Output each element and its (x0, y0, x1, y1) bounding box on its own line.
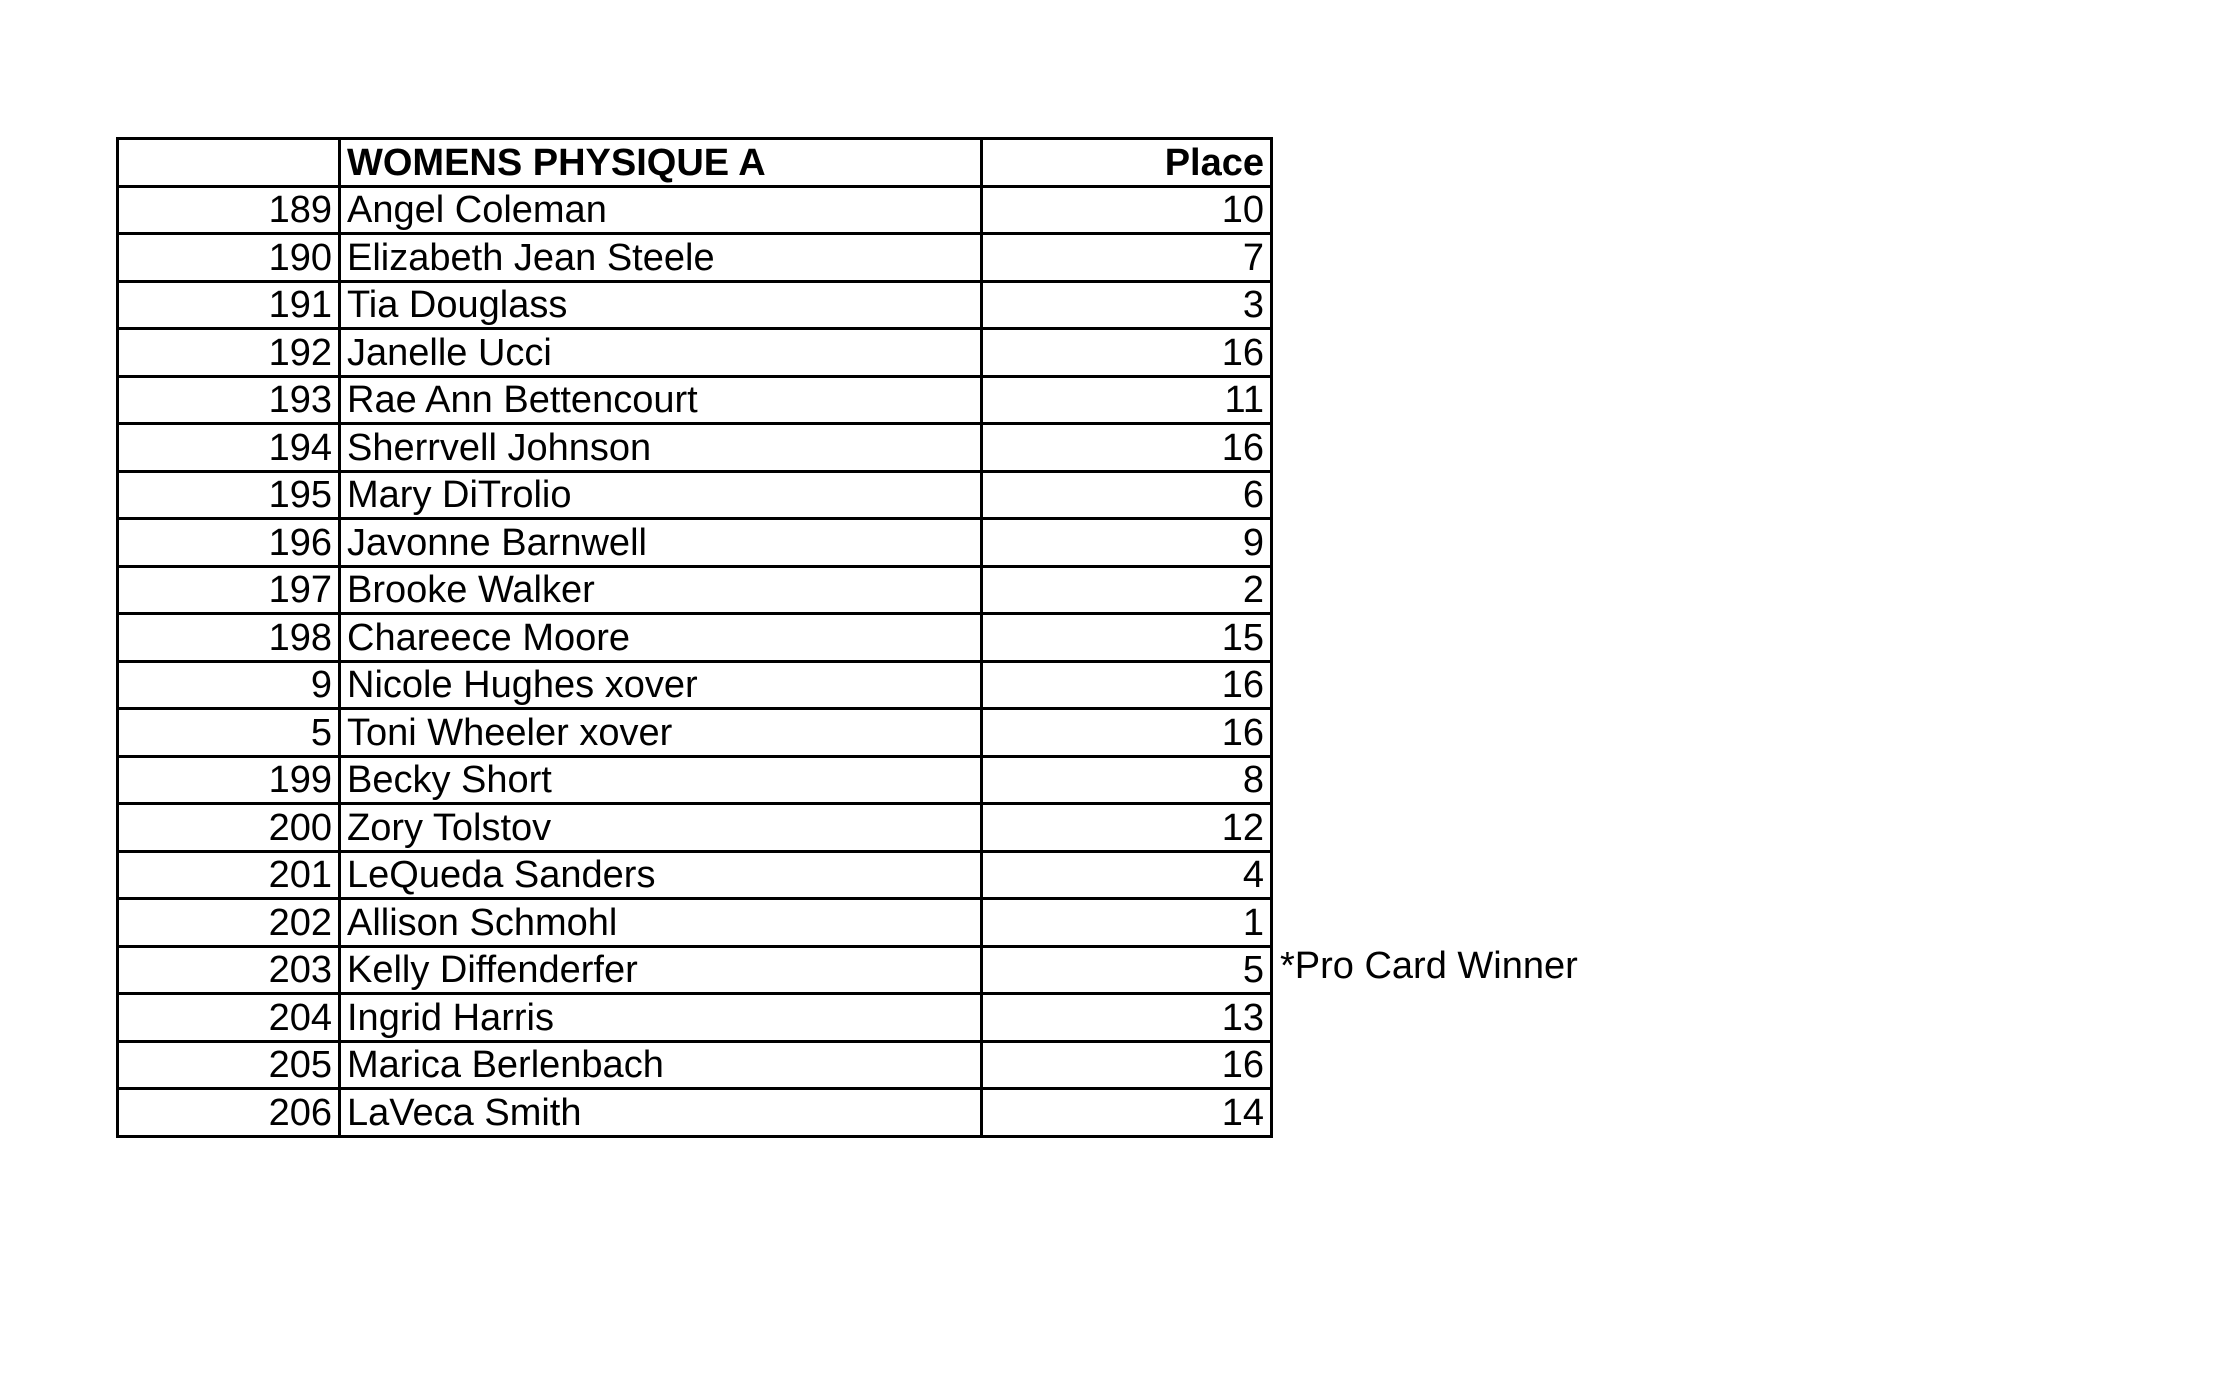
table-row (118, 614, 1272, 662)
header-row (118, 139, 1272, 187)
pro-card-note: *Pro Card Winner (1280, 945, 1578, 987)
competitor-name-cell: Kelly Diffenderfer (340, 946, 982, 994)
competitor-number-cell: 190 (118, 234, 340, 282)
header-place-cell: Place (982, 139, 1272, 187)
header-category-cell: WOMENS PHYSIQUE A (340, 139, 982, 187)
competitor-name-cell: LeQueda Sanders (340, 851, 982, 899)
place-cell: 6 (982, 471, 1272, 519)
competitor-number-cell: 193 (118, 376, 340, 424)
place-cell: 8 (982, 756, 1272, 804)
table-row (118, 376, 1272, 424)
competitor-name-cell: Janelle Ucci (340, 329, 982, 377)
competitor-number-cell: 9 (118, 661, 340, 709)
competitor-name-cell: Zory Tolstov (340, 804, 982, 852)
competitor-number-cell: 203 (118, 946, 340, 994)
competitor-name-cell: Tia Douglass (340, 281, 982, 329)
competitor-name-cell: Mary DiTrolio (340, 471, 982, 519)
place-cell: 16 (982, 424, 1272, 472)
competitor-name-cell: Ingrid Harris (340, 994, 982, 1042)
table-row (118, 851, 1272, 899)
table-row (118, 899, 1272, 947)
place-cell: 13 (982, 994, 1272, 1042)
competitor-number-cell: 201 (118, 851, 340, 899)
place-cell: 11 (982, 376, 1272, 424)
competitor-number-cell: 199 (118, 756, 340, 804)
table-row (118, 566, 1272, 614)
place-cell: 16 (982, 1041, 1272, 1089)
place-cell: 10 (982, 186, 1272, 234)
table-row (118, 756, 1272, 804)
competitor-number-cell: 189 (118, 186, 340, 234)
competitor-number-cell: 204 (118, 994, 340, 1042)
competitor-name-cell: Nicole Hughes xover (340, 661, 982, 709)
competitor-name-cell: Brooke Walker (340, 566, 982, 614)
place-cell: 3 (982, 281, 1272, 329)
competitor-number-cell: 194 (118, 424, 340, 472)
competitor-number-cell: 202 (118, 899, 340, 947)
competitor-number-cell: 5 (118, 709, 340, 757)
place-cell: 16 (982, 329, 1272, 377)
competitor-name-cell: Elizabeth Jean Steele (340, 234, 982, 282)
competitor-number-cell: 198 (118, 614, 340, 662)
table-row (118, 1089, 1272, 1137)
competitor-number-cell: 195 (118, 471, 340, 519)
competitor-name-cell: Javonne Barnwell (340, 519, 982, 567)
competitor-number-cell: 191 (118, 281, 340, 329)
place-cell: 1 (982, 899, 1272, 947)
place-cell: 7 (982, 234, 1272, 282)
competitor-number-cell: 196 (118, 519, 340, 567)
table-row (118, 424, 1272, 472)
table-row (118, 329, 1272, 377)
table-row (118, 471, 1272, 519)
competitor-name-cell: Rae Ann Bettencourt (340, 376, 982, 424)
competitor-number-cell: 200 (118, 804, 340, 852)
place-cell: 9 (982, 519, 1272, 567)
table-row (118, 994, 1272, 1042)
table-row (118, 281, 1272, 329)
place-cell: 5 (982, 946, 1272, 994)
competitor-name-cell: Chareece Moore (340, 614, 982, 662)
header-number-cell (118, 139, 340, 187)
competitor-number-cell: 205 (118, 1041, 340, 1089)
table-row (118, 234, 1272, 282)
competitor-number-cell: 206 (118, 1089, 340, 1137)
place-cell: 16 (982, 661, 1272, 709)
competitor-name-cell: Sherrvell Johnson (340, 424, 982, 472)
place-cell: 12 (982, 804, 1272, 852)
table-row (118, 709, 1272, 757)
table-row (118, 946, 1272, 994)
place-cell: 2 (982, 566, 1272, 614)
place-cell: 14 (982, 1089, 1272, 1137)
table-row (118, 519, 1272, 567)
competitor-name-cell: Becky Short (340, 756, 982, 804)
competitor-name-cell: Angel Coleman (340, 186, 982, 234)
results-table-body (118, 139, 1272, 1137)
competitor-name-cell: Allison Schmohl (340, 899, 982, 947)
place-cell: 4 (982, 851, 1272, 899)
competitor-name-cell: Toni Wheeler xover (340, 709, 982, 757)
place-cell: 16 (982, 709, 1272, 757)
competitor-name-cell: LaVeca Smith (340, 1089, 982, 1137)
competitor-name-cell: Marica Berlenbach (340, 1041, 982, 1089)
place-cell: 15 (982, 614, 1272, 662)
table-row (118, 186, 1272, 234)
results-table (116, 137, 1273, 1138)
competitor-number-cell: 197 (118, 566, 340, 614)
table-row (118, 661, 1272, 709)
competitor-number-cell: 192 (118, 329, 340, 377)
table-row (118, 1041, 1272, 1089)
table-row (118, 804, 1272, 852)
